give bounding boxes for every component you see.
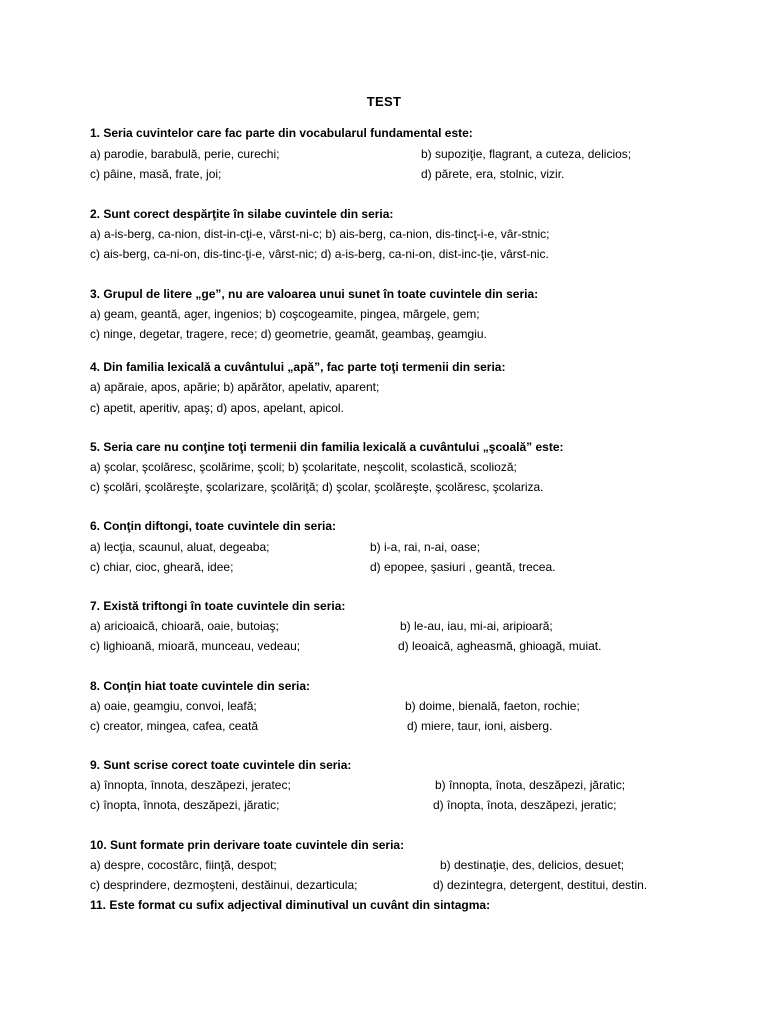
options-3-line-2: c) ninge, degetar, tragere, rece; d) geometrie, geamăt, geambaş, geamgiu.	[90, 327, 487, 341]
page-title: TEST	[366, 94, 402, 109]
options-4-line-1: a) apăraie, apos, apărie; b) apărător, apelativ, aparent;	[90, 380, 380, 394]
option-10a: a) despre, cocostârc, fiinţă, despot;	[90, 858, 277, 872]
question-10: 10. Sunt formate prin derivare toate cuvintele din seria:	[90, 838, 405, 852]
question-7: 7. Există triftongi în toate cuvintele din seria:	[90, 599, 346, 613]
question-1: 1. Seria cuvintelor care fac parte din vocabularul fundamental este:	[90, 126, 473, 140]
option-10d: d) dezintegra, detergent, destitui, destin.	[433, 878, 648, 892]
question-2: 2. Sunt corect despărţite în silabe cuvintele din seria:	[90, 207, 394, 221]
option-1c: c) pâine, masă, frate, joi;	[90, 167, 222, 181]
question-4: 4. Din familia lexicală a cuvântului „apă”, fac parte toţi termenii din seria:	[90, 360, 506, 374]
options-3-line-1: a) geam, geantă, ager, ingenios; b) coşcogeamite, pingea, mărgele, gem;	[90, 307, 480, 321]
option-9c: c) înopta, înnota, deszăpezi, jăratic;	[90, 798, 280, 812]
option-6b: b) i-a, rai, n-ai, oase;	[370, 540, 481, 554]
question-8: 8. Conţin hiat toate cuvintele din seria:	[90, 679, 311, 693]
options-2-line-2: c) ais-berg, ca-ni-on, dis-tinc-ţi-e, vârst-nic; d) a-is-berg, ca-ni-on, dist-inc-ţie, vârst-nic.	[90, 247, 549, 261]
question-11: 11. Este format cu sufix adjectival diminutival un cuvânt din sintagma:	[90, 898, 491, 912]
option-6c: c) chiar, cioc, gheară, idee;	[90, 560, 234, 574]
option-9d: d) înopta, înota, deszăpezi, jeratic;	[433, 798, 617, 812]
option-1b: b) supoziţie, flagrant, a cuteza, delicios;	[421, 147, 632, 161]
option-10c: c) desprindere, dezmoşteni, destăinui, dezarticula;	[90, 878, 358, 892]
option-1d: d) părete, era, stolnic, vizir.	[421, 167, 565, 181]
option-10b: b) destinaţie, des, delicios, desuet;	[440, 858, 625, 872]
question-9: 9. Sunt scrise corect toate cuvintele din seria:	[90, 758, 352, 772]
option-8c: c) creator, mingea, cafea, ceată	[90, 719, 259, 733]
option-8d: d) miere, taur, ioni, aisberg.	[407, 719, 553, 733]
question-5: 5. Seria care nu conţine toţi termenii din familia lexicală a cuvântului „şcoală” este:	[90, 440, 564, 454]
options-2-line-1: a) a-is-berg, ca-nion, dist-in-cţi-e, vârst-ni-c; b) ais-berg, ca-nion, dis-tincţ-i-e, vâr-stnic;	[90, 227, 550, 241]
option-8b: b) doime, bienală, faeton, rochie;	[405, 699, 580, 713]
options-4-line-2: c) apetit, aperitiv, apaş; d) apos, apelant, apicol.	[90, 401, 344, 415]
option-7c: c) lighioană, mioară, munceau, vedeau;	[90, 639, 301, 653]
option-7a: a) aricioaică, chioară, oaie, butoiaş;	[90, 619, 279, 633]
option-1a: a) parodie, barabulă, perie, curechi;	[90, 147, 280, 161]
options-5-line-2: c) şcolări, şcolăreşte, şcolarizare, şcolăriţă; d) şcolar, şcolăreşte, şcolăresc, şcolariza.	[90, 480, 544, 494]
option-6d: d) epopee, şasiuri , geantă, trecea.	[370, 560, 556, 574]
option-7b: b) le-au, iau, mi-ai, aripioară;	[400, 619, 553, 633]
option-9b: b) înnopta, înota, deszăpezi, jăratic;	[435, 778, 626, 792]
options-5-line-1: a) şcolar, şcolăresc, şcolărime, şcoli; b) şcolaritate, neşcolit, scolastică, scolioză;	[90, 460, 517, 474]
question-6: 6. Conţin diftongi, toate cuvintele din seria:	[90, 519, 337, 533]
option-9a: a) înnopta, înnota, deszăpezi, jeratec;	[90, 778, 291, 792]
option-6a: a) lecţia, scaunul, aluat, degeaba;	[90, 540, 270, 554]
option-7d: d) leoaică, agheasmă, ghioagă, muiat.	[398, 639, 602, 653]
option-8a: a) oaie, geamgiu, convoi, leafă;	[90, 699, 257, 713]
question-3: 3. Grupul de litere „ge”, nu are valoarea unui sunet în toate cuvintele din seria:	[90, 287, 539, 301]
